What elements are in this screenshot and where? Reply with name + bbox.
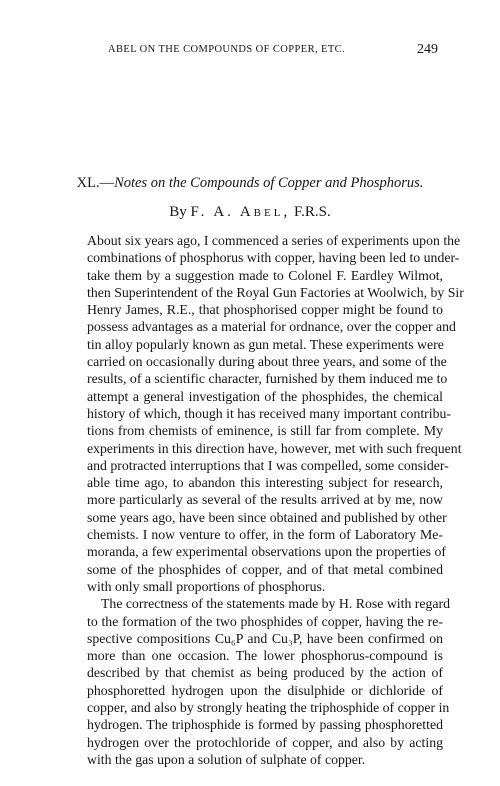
paragraph-2 (87, 595, 451, 768)
text-line: more than one occasion. The lower phosphorus-compound is (87, 648, 443, 664)
text-line: phosphoretted hydrogen upon the disulphide or dichloride of (87, 682, 443, 698)
title-dash: — (99, 175, 115, 191)
text-line: tin alloy popularly known as gun metal. These experiments were (87, 336, 444, 352)
article-number: XL. (76, 175, 100, 191)
text-line: attempt a general investigation of the phosphides, the chemical (87, 388, 443, 404)
author-affiliation: F.R.S. (293, 204, 331, 220)
text-line: hydrogen. The triphosphide is formed by passing phosphoretted (87, 717, 443, 733)
text-line: moranda, a few experimental observations upon the properties of (87, 544, 446, 560)
text-line: combinations of phosphorus with copper, having been led to under- (87, 250, 460, 266)
text-line: to the formation of the two phosphides of copper, having the re- (87, 613, 443, 629)
running-header (78, 44, 438, 62)
byline-prefix: By (169, 204, 187, 220)
text-line: described by that chemist as being produced by the action of (87, 665, 443, 681)
text-line: some years ago, have been since obtained and published by other (87, 509, 447, 525)
text-line: able time ago, to abandon this interesting subject for research, (87, 475, 443, 491)
text-line: chemists. I now venture to offer, in the form of Laboratory Me- (87, 527, 443, 543)
page-number: 249 (417, 42, 438, 57)
text-line: with the gas upon a solution of sulphate of copper. (87, 751, 366, 767)
article-title (0, 175, 500, 192)
text-line: tions from chemists of eminence, is still far from complete. My (87, 423, 443, 439)
text-line: carried on occasionally during about three years, and some of the (87, 354, 447, 370)
text-line: Henry James, R.E., that phosphorised copper might be found to (87, 302, 443, 318)
byline (0, 204, 500, 221)
text-line: hydrogen over the protochloride of copper, and also by acting (87, 734, 443, 750)
paragraph-1 (87, 232, 464, 595)
text-line: take them by a suggestion made to Colonel F. Eardley Wilmot, (87, 267, 443, 283)
text-line: results, of a scientific character, furnished by them induced me to (87, 371, 448, 387)
text-line: experiments in this direction have, however, met with such frequent (87, 440, 462, 456)
text-line: About six years ago, I commenced a series of experiments upon the (87, 233, 461, 248)
text-line: copper, and also by strongly heating the triphosphide of copper in (87, 700, 450, 716)
article-body (87, 232, 464, 768)
text-line: and protracted interruptions that I was compelled, some consider- (87, 457, 449, 473)
text-line: spective compositions Cu₆P and Cu₃P, have been confirmed on (87, 630, 443, 646)
text-line: with only small proportions of phosphorus. (87, 578, 326, 594)
text-line: more particularly as several of the results arrived at by me, now (87, 492, 443, 508)
text-line: possess advantages as a material for ordnance, over the copper and (87, 319, 456, 335)
author-name: F. A. Abel, (190, 204, 291, 220)
article-title-text: Notes on the Compounds of Copper and Phosphorus. (114, 175, 424, 191)
text-line: The correctness of the statements made by H. Rose with regard (101, 596, 451, 612)
text-line: history of which, though it has received many important contribu- (87, 405, 452, 421)
text-line: some of the phosphides of copper, and of that metal combined (87, 561, 443, 577)
running-head: ABEL ON THE COMPOUNDS OF COPPER, ETC. (108, 44, 346, 55)
text-line: then Superintendent of the Royal Gun Factories at Woolwich, by Sir (87, 284, 464, 300)
